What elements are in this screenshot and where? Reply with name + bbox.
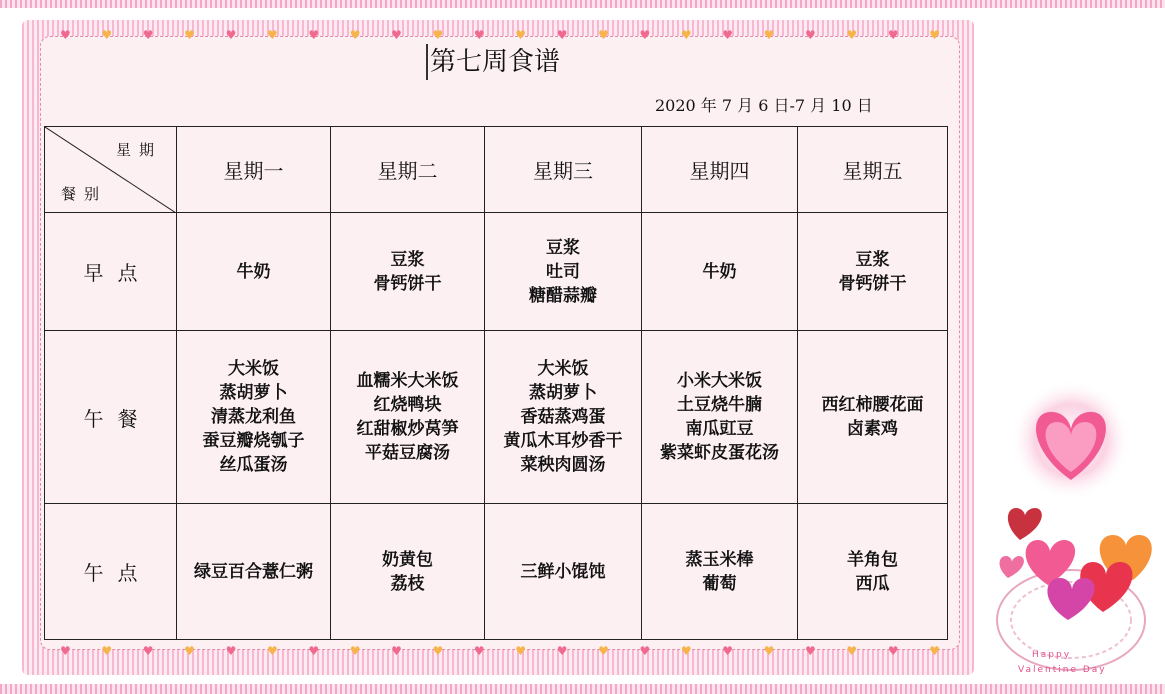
menu-cell[interactable]: [485, 331, 642, 504]
menu-cell[interactable]: [798, 331, 948, 504]
valentine-caption-valentine-day: Valentine Day: [1018, 665, 1107, 675]
day-header-mon[interactable]: 星期一: [177, 127, 331, 213]
dish-item: 土豆烧牛腩: [677, 395, 762, 415]
heart-icon: ♥: [598, 28, 609, 42]
heart-icon: ♥: [929, 644, 940, 658]
menu-cell[interactable]: [642, 213, 798, 331]
day-header-fri[interactable]: 星期五: [798, 127, 948, 213]
dish-item: 丝瓜蛋汤: [219, 455, 288, 475]
meal-label-lunch[interactable]: 午餐: [45, 331, 177, 504]
heart-icon: ♥: [556, 28, 568, 42]
hearts-basket-icon: [978, 380, 1165, 684]
heart-icon: ♥: [60, 644, 71, 658]
heart-icon: ♥: [680, 28, 692, 42]
dish-item: 羊角包: [847, 549, 898, 570]
dish-item: 红甜椒炒莴笋: [356, 419, 459, 439]
dish-item: 红烧鸭块: [373, 395, 442, 415]
day-header-tue[interactable]: 星期二: [331, 127, 485, 213]
heart-icon: ♥: [101, 644, 113, 658]
bottom-decorative-strip: [0, 684, 1165, 694]
heart-icon: ♥: [763, 644, 775, 658]
dish-item: 大米饭: [537, 359, 589, 379]
heart-icon: ♥: [60, 28, 71, 42]
dish-item: 清蒸龙利鱼: [211, 407, 296, 427]
heart-icon: ♥: [473, 644, 485, 658]
dish-item: 卤素鸡: [847, 419, 898, 439]
dish-item: 血糯米大米饭: [356, 371, 459, 391]
heart-icon: ♥: [639, 28, 651, 42]
heart-icon: ♥: [432, 644, 444, 658]
heart-icon: ♥: [887, 644, 899, 658]
table-row-lunch: [45, 331, 948, 504]
menu-cell[interactable]: [331, 504, 485, 640]
heart-icon: ♥: [515, 28, 527, 42]
table-row-afternoon-snack: [45, 504, 948, 640]
menu-cell[interactable]: [642, 331, 798, 504]
menu-cell[interactable]: [177, 331, 331, 504]
dish-item: 小米大米饭: [677, 371, 762, 391]
heart-icon: ♥: [349, 644, 361, 658]
dish-item: 蒸胡萝卜: [219, 383, 288, 403]
top-hearts-border: [60, 28, 940, 42]
dish-item: 骨钙饼干: [838, 273, 907, 294]
top-decorative-strip: [0, 0, 1165, 8]
dish-item: 蒸玉米棒: [685, 549, 754, 570]
heart-icon: ♥: [184, 28, 195, 42]
dish-item: 奶黄包: [382, 549, 433, 570]
valentine-illustration: [978, 380, 1165, 684]
dish-item: 荔枝: [390, 573, 425, 594]
corner-meal-label: 餐别: [61, 185, 108, 203]
date-range[interactable]: 2020 年 7 月 6 日-7 月 10 日: [655, 96, 873, 115]
heart-icon: ♥: [805, 644, 816, 658]
day-header-thu[interactable]: 星期四: [642, 127, 798, 213]
heart-icon: ♥: [929, 28, 940, 42]
heart-icon: ♥: [680, 644, 692, 658]
heart-icon: ♥: [432, 28, 444, 42]
menu-cell[interactable]: [485, 213, 642, 331]
heart-icon: ♥: [598, 644, 609, 658]
heart-icon: ♥: [101, 28, 113, 42]
menu-cell[interactable]: [798, 504, 948, 640]
menu-cell[interactable]: [798, 213, 948, 331]
meal-label-afternoon-snack[interactable]: 午点: [45, 504, 177, 640]
dish-item: 葡萄: [702, 573, 737, 594]
dish-item: 吐司: [546, 261, 580, 282]
heart-icon: ♥: [887, 28, 899, 42]
heart-icon: ♥: [722, 644, 734, 658]
dish-item: 香菇蒸鸡蛋: [520, 407, 606, 427]
heart-icon: ♥: [805, 28, 816, 42]
heart-icon: ♥: [308, 28, 320, 42]
heart-icon: ♥: [225, 28, 237, 42]
dish-item: 豆浆: [855, 249, 890, 270]
heart-icon: ♥: [142, 28, 154, 42]
heart-icon: ♥: [556, 644, 568, 658]
dish-item: 大米饭: [228, 359, 279, 379]
table-row-breakfast: [45, 213, 948, 331]
meal-label-morning-snack[interactable]: 早点: [45, 213, 177, 331]
menu-cell[interactable]: [485, 504, 642, 640]
heart-icon: ♥: [473, 28, 485, 42]
dish-item: 西瓜: [855, 573, 890, 594]
dish-item: 牛奶: [702, 261, 737, 282]
bottom-hearts-border: [60, 644, 940, 658]
dish-item: 糖醋蒜瓣: [529, 285, 597, 306]
menu-cell[interactable]: [177, 213, 331, 331]
heart-icon: ♥: [391, 644, 402, 658]
heart-icon: ♥: [349, 28, 361, 42]
heart-icon: ♥: [184, 644, 195, 658]
menu-cell[interactable]: [331, 331, 485, 504]
menu-cell[interactable]: [642, 504, 798, 640]
document-title[interactable]: 第七周食谱: [426, 44, 560, 80]
dish-item: 三鲜小馄饨: [520, 561, 606, 582]
heart-icon: ♥: [639, 644, 651, 658]
valentine-caption-happy: Happy: [1032, 650, 1072, 660]
menu-cell[interactable]: [331, 213, 485, 331]
heart-icon: ♥: [225, 644, 237, 658]
dish-item: 牛奶: [236, 261, 271, 282]
dish-item: 蚕豆瓣烧瓠子: [202, 431, 305, 451]
dish-item: 豆浆: [546, 237, 580, 258]
dish-item: 平菇豆腐汤: [365, 443, 450, 463]
day-header-wed[interactable]: 星期三: [485, 127, 642, 213]
heart-icon: ♥: [266, 644, 278, 658]
heart-icon: ♥: [142, 644, 154, 658]
dish-item: 骨钙饼干: [373, 273, 442, 294]
dish-item: 豆浆: [390, 249, 425, 270]
dish-item: 菜秧肉圆汤: [520, 455, 606, 475]
heart-icon: ♥: [846, 644, 858, 658]
heart-icon: ♥: [391, 28, 402, 42]
dish-item: 紫菜虾皮蛋花汤: [660, 443, 779, 463]
heart-icon: ♥: [763, 28, 775, 42]
dish-item: 绿豆百合薏仁粥: [194, 561, 313, 582]
corner-day-label: 星期: [115, 141, 162, 159]
dish-item: 南瓜豇豆: [685, 419, 754, 439]
weekly-menu-table: [44, 126, 948, 640]
dish-item: 蒸胡萝卜: [529, 383, 597, 403]
heart-icon: ♥: [722, 28, 734, 42]
menu-cell[interactable]: [177, 504, 331, 640]
heart-icon: ♥: [308, 644, 320, 658]
heart-icon: ♥: [266, 28, 278, 42]
heart-icon: ♥: [515, 644, 527, 658]
table-corner-header[interactable]: [45, 127, 177, 213]
heart-icon: ♥: [846, 28, 858, 42]
dish-item: 黄瓜木耳炒香干: [503, 431, 623, 451]
dish-item: 西红柿腰花面: [821, 395, 924, 415]
